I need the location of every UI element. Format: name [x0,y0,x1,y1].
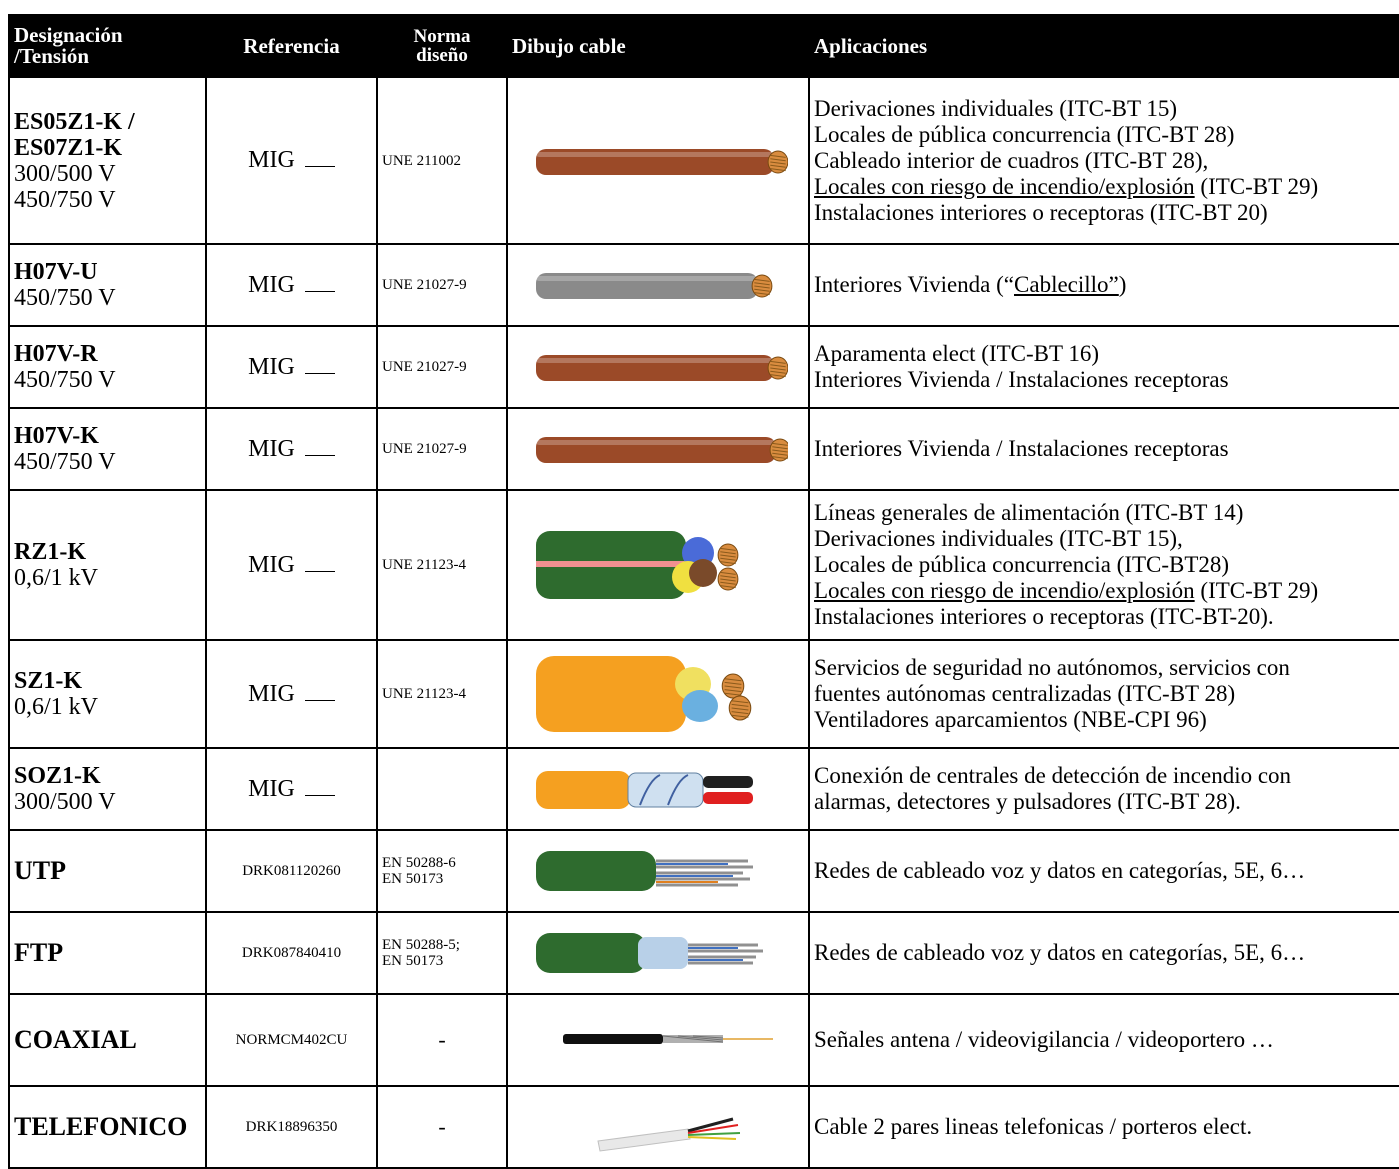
application-underlined-text: Locales con riesgo de incendio/explosión [814,173,1195,199]
norm-cell [377,640,507,748]
application-text: Interiores Vivienda (“ [814,272,1015,297]
drawing-cell [507,326,809,408]
reference-cell [206,408,377,490]
reference-blank-line [305,162,335,167]
norm-value: - [438,1027,446,1052]
norm-cell [377,830,507,912]
brown-rigid-cable-icon [528,327,788,407]
drawing-cell [507,1086,809,1168]
application-line [814,500,1395,526]
application-text: Ventiladores aparcamientos (NBE-CPI 96) [814,707,1207,732]
application-line [814,1114,1395,1140]
applications-cell [809,830,1399,912]
cable-voltage: 0,6/1 kV [14,565,98,591]
reference-blank-line [305,567,335,572]
applications-cell [809,408,1399,490]
cable-code: H07V-U [14,259,98,285]
reference-cell [206,640,377,748]
application-text: Aparamenta elect (ITC-BT 16) [814,341,1100,366]
application-text: Instalaciones interiores o receptoras (ITC-BT-20). [814,604,1274,629]
norm-value: EN 50288-6 [382,855,456,871]
applications-cell [809,244,1399,326]
norm-cell [377,326,507,408]
application-text: (ITC-BT 29) [1194,578,1319,603]
designation-cell [9,994,206,1086]
coaxial-cable-icon [528,1000,788,1080]
header-drawing: Dibujo cable [507,15,809,77]
table-row [9,830,1399,912]
designation-cell [9,830,206,912]
reference-value: MIG [248,680,295,707]
application-line [814,526,1395,552]
norm-cell [377,408,507,490]
applications-cell [809,640,1399,748]
header-norm-line1: Norma [413,26,471,47]
application-line [814,604,1395,630]
application-text: Cable 2 pares lineas telefonicas / porteros elect. [814,1114,1253,1139]
norm-cell [377,994,507,1086]
application-line [814,681,1395,707]
application-line [814,96,1395,122]
header-applications: Aplicaciones [809,15,1399,77]
cable-voltage: 300/500 V [14,160,116,187]
cable-code: ES05Z1-K / [14,108,135,135]
drawing-cell [507,408,809,490]
drawing-cell [507,77,809,244]
reference-value: DRK087840410 [241,944,342,961]
header-designation-line2: /Tensión [14,44,90,68]
drawing-cell [507,912,809,994]
application-line [814,200,1395,226]
norm-value: UNE 21123-4 [382,557,467,573]
norm-value: UNE 211002 [382,152,462,169]
application-text: ) [1118,272,1127,297]
drawing-cell [507,830,809,912]
reference-blank-line [305,287,335,292]
application-text: Cableado interior de cuadros (ITC-BT 28), [814,147,1209,173]
reference-value: MIG [248,551,295,578]
reference-cell [206,1086,377,1168]
designation-cell [9,1086,206,1168]
table-row [9,408,1399,490]
cable-voltage: 450/750 V [14,186,116,213]
application-text: Conexión de centrales de detección de incendio con [814,763,1292,788]
table-row [9,912,1399,994]
norm-cell [377,748,507,830]
reference-value: MIG [248,775,295,802]
cable-voltage: 300/500 V [14,789,116,815]
designation-cell [9,408,206,490]
application-line [814,122,1395,148]
cable-table [8,14,1399,1169]
applications-cell [809,748,1399,830]
application-line [814,367,1395,393]
grey-single-core-cable-icon [528,245,788,325]
application-line [814,858,1395,884]
header-norm [377,15,507,77]
table-row [9,244,1399,326]
norm-cell [377,244,507,326]
cable-code: SZ1-K [14,668,83,694]
table-row [9,1086,1399,1168]
reference-cell [206,77,377,244]
reference-cell [206,994,377,1086]
application-text: Interiores Vivienda / Instalaciones receptoras [814,436,1229,461]
norm-value: UNE 21027-9 [382,441,467,457]
application-line [814,789,1395,815]
table-row [9,994,1399,1086]
table-header-row [9,15,1399,77]
application-line [814,940,1395,966]
designation-cell [9,326,206,408]
application-text: Locales de pública concurrencia (ITC-BT 28) [814,121,1235,147]
designation-cell [9,748,206,830]
brown-flexible-cable-icon [528,409,788,489]
orange-multicore-cable-icon [528,654,788,734]
cable-code: TELEFONICO [14,1112,188,1141]
cable-code: SOZ1-K [14,763,101,789]
designation-cell [9,244,206,326]
cable-code: H07V-R [14,341,98,367]
application-line [814,655,1395,681]
applications-cell [809,490,1399,640]
application-text: Líneas generales de alimentación (ITC-BT 14) [814,500,1244,525]
norm-cell [377,1086,507,1168]
application-text: Redes de cableado voz y datos en categorías, 5E, 6… [814,940,1306,965]
designation-cell [9,490,206,640]
cable-code: FTP [14,938,64,967]
application-text: Derivaciones individuales (ITC-BT 15), [814,526,1183,551]
reference-blank-line [305,696,335,701]
cable-voltage: 450/750 V [14,285,116,311]
cable-code: H07V-K [14,423,99,449]
cable-voltage: 0,6/1 kV [14,694,98,720]
applications-cell [809,1086,1399,1168]
reference-cell [206,326,377,408]
header-designation [9,15,206,77]
application-line [814,552,1395,578]
norm-value: UNE 21027-9 [382,359,467,375]
application-line [814,272,1395,298]
utp-cable-icon [528,831,788,911]
application-line [814,707,1395,733]
applications-cell [809,912,1399,994]
reference-value: MIG [248,435,295,462]
reference-blank-line [305,791,335,796]
norm-value: UNE 21027-9 [382,277,467,293]
table-row [9,77,1399,244]
designation-cell [9,640,206,748]
application-line [814,1027,1395,1053]
application-text: Servicios de seguridad no autónomos, servicios con [814,655,1290,680]
application-line [814,341,1395,367]
designation-cell [9,77,206,244]
reference-value: MIG [248,147,295,173]
cable-voltage: 450/750 V [14,367,116,393]
header-reference: Referencia [206,15,377,77]
header-designation-line1: Designación [14,23,123,47]
reference-blank-line [305,369,335,374]
application-line [814,174,1395,200]
norm-value: EN 50173 [382,953,444,969]
application-line [814,763,1395,789]
reference-blank-line [305,451,335,456]
application-underlined-text: Locales con riesgo de incendio/explosión [814,578,1195,603]
drawing-cell [507,994,809,1086]
ftp-cable-icon [528,913,788,993]
application-text: Derivaciones individuales (ITC-BT 15) [814,95,1178,121]
application-line [814,436,1395,462]
table-row [9,748,1399,830]
reference-cell [206,830,377,912]
reference-value: MIG [248,271,295,298]
reference-cell [206,748,377,830]
reference-value: MIG [248,353,295,380]
drawing-cell [507,490,809,640]
cable-code: ES07Z1-K [14,134,123,161]
reference-cell [206,912,377,994]
norm-cell [377,490,507,640]
cable-code: COAXIAL [14,1025,137,1054]
orange-shielded-cable-icon [528,749,788,829]
reference-value: DRK081120260 [242,862,341,879]
table-row [9,490,1399,640]
application-text: alarmas, detectores y pulsadores (ITC-BT 28). [814,789,1241,814]
drawing-cell [507,640,809,748]
designation-cell [9,912,206,994]
application-text: Interiores Vivienda / Instalaciones receptoras [814,367,1229,392]
reference-cell [206,490,377,640]
norm-value: EN 50173 [382,871,444,887]
application-text: Locales de pública concurrencia (ITC-BT28) [814,552,1230,577]
application-text: Señales antena / videovigilancia / videoportero … [814,1027,1274,1052]
green-multicore-cable-icon [528,525,788,605]
applications-cell [809,326,1399,408]
telephone-cable-icon [528,1087,788,1167]
norm-value: UNE 21123-4 [382,686,467,702]
application-text: fuentes autónomas centralizadas (ITC-BT 28) [814,681,1236,706]
reference-cell [206,244,377,326]
norm-value: EN 50288-5; [382,937,460,953]
application-text: (ITC-BT 29) [1194,173,1319,199]
cable-code: UTP [14,856,66,885]
applications-cell [809,994,1399,1086]
application-text: Redes de cableado voz y datos en categorías, 5E, 6… [814,858,1306,883]
application-text: Instalaciones interiores o receptoras (ITC-BT 20) [814,199,1268,225]
reference-value: NORMCM402CU [235,1031,348,1048]
application-line [814,578,1395,604]
application-underlined-text: Cablecillo” [1014,272,1119,297]
norm-value: - [438,1114,446,1139]
cable-code: RZ1-K [14,539,86,565]
table-row [9,640,1399,748]
applications-cell [809,77,1399,244]
brown-single-core-cable-icon [528,121,788,201]
cable-voltage: 450/750 V [14,449,116,475]
norm-cell [377,77,507,244]
header-norm-line2: diseño [416,45,468,66]
drawing-cell [507,748,809,830]
norm-cell [377,912,507,994]
reference-value: DRK18896350 [245,1118,338,1135]
table-row [9,326,1399,408]
application-line [814,148,1395,174]
drawing-cell [507,244,809,326]
